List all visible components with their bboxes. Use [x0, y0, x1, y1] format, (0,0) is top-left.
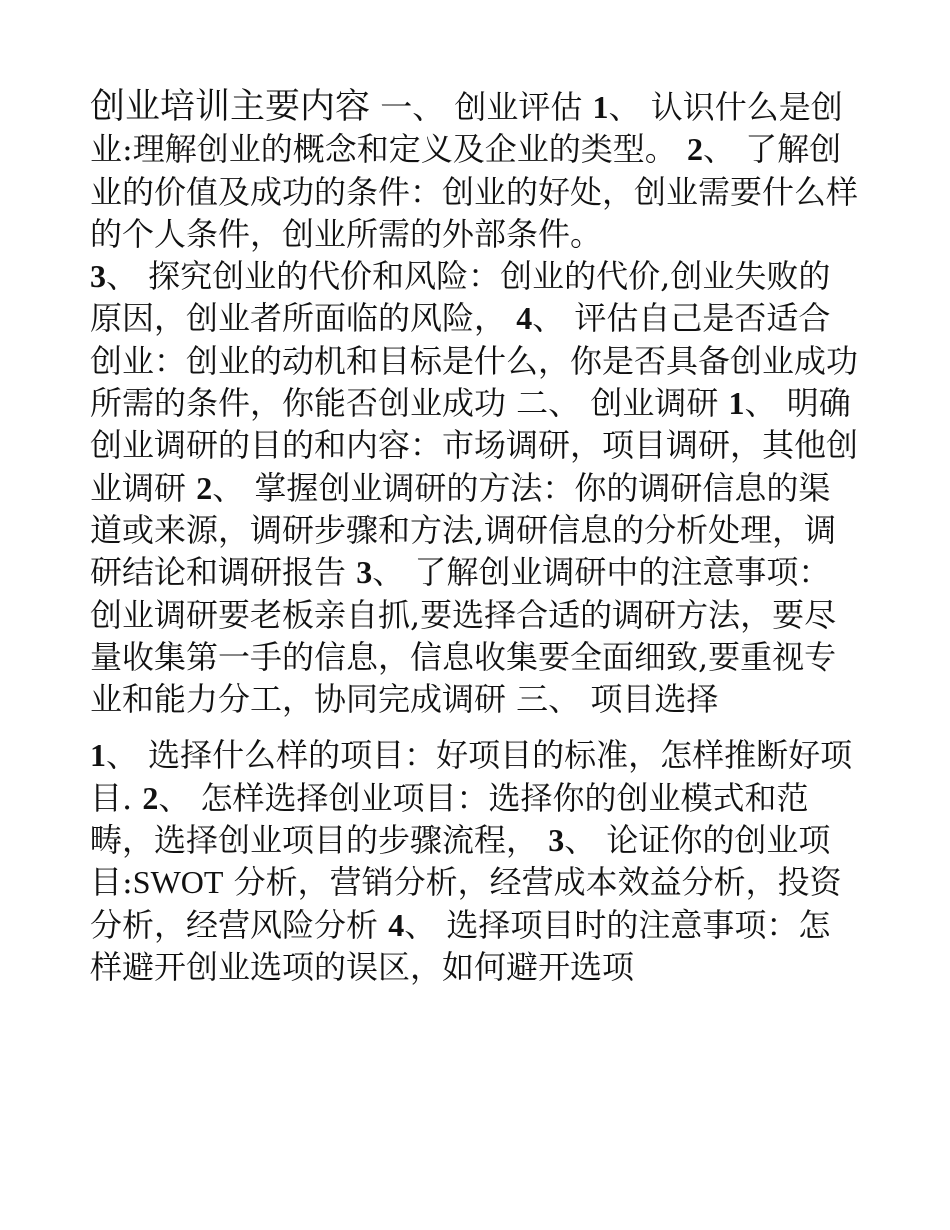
item-text: 、 了解创业的价值及成功的条件：创业的好处，创业需要什么样的个人条件，创业所需的外部条件。 [90, 130, 859, 253]
item-number: 2 [142, 779, 159, 816]
item-text: 分析，营销分析，经营成本效益分析，投资分析，经营风险分析 [90, 863, 842, 944]
item-number: 2 [196, 469, 213, 506]
item-text: 、 怎样选择创业项目：选择你的创业模式和范畴，选择创业项目的步骤流程， [90, 778, 809, 860]
item-text: 、 探究创业的代价和风险：创业的代价,创业失败的原因，创业者所面临的风险， [90, 257, 831, 338]
item-text: 、 评估自己是否适合创业：创业的动机和目标是什么，你是否具备创业成功所需的条件，你能否创业成功 二、 创业调研 [90, 299, 859, 423]
item-text: 、 认识什么是创业:理解创业的概念和定义及企业的类型。 [90, 88, 843, 169]
item-number: 3 [90, 258, 106, 295]
paragraph-1 [90, 86, 860, 720]
swot-term: SWOT [132, 864, 224, 901]
item-text: 、 明确创业调研的目的和内容：市场调研，项目调研，其他创业调研 [90, 384, 859, 507]
item-text: 、 选择什么样的项目：好项目的标准，怎样推断好项目. [90, 736, 853, 817]
item-text: 、 掌握创业调研的方法：你的调研信息的渠道或来源，调研步骤和方法,调研信息的分析处理，调研结论和调研报告 [90, 468, 837, 592]
item-text: 、 选择项目时的注意事项：怎样避开创业选项的误区，如何避开选项 [90, 905, 831, 986]
item-number: 1 [728, 385, 745, 422]
document-title: 创业培训主要内容 [90, 87, 371, 127]
item-number: 2 [686, 131, 703, 168]
item-number: 1 [592, 89, 609, 125]
item-number: 4 [388, 906, 405, 943]
item-text: 、 了解创业调研中的注意事项：创业调研要老板亲自抓,要选择合适的调研方法，要尽量收集第一手的信息，信息收集要全面细致,要重视专业和能力分工，协同完成调研 三、 项目选择 [90, 553, 837, 719]
item-text: 、 论证你的创业项目: [90, 821, 831, 902]
item-number: 4 [516, 300, 533, 337]
section-1-heading: 一、 创业评估 [370, 88, 593, 126]
item-number: 3 [548, 822, 565, 859]
item-number: 3 [356, 554, 373, 591]
paragraph-2 [90, 734, 860, 988]
document-page [90, 86, 860, 988]
item-number: 1 [90, 737, 106, 774]
